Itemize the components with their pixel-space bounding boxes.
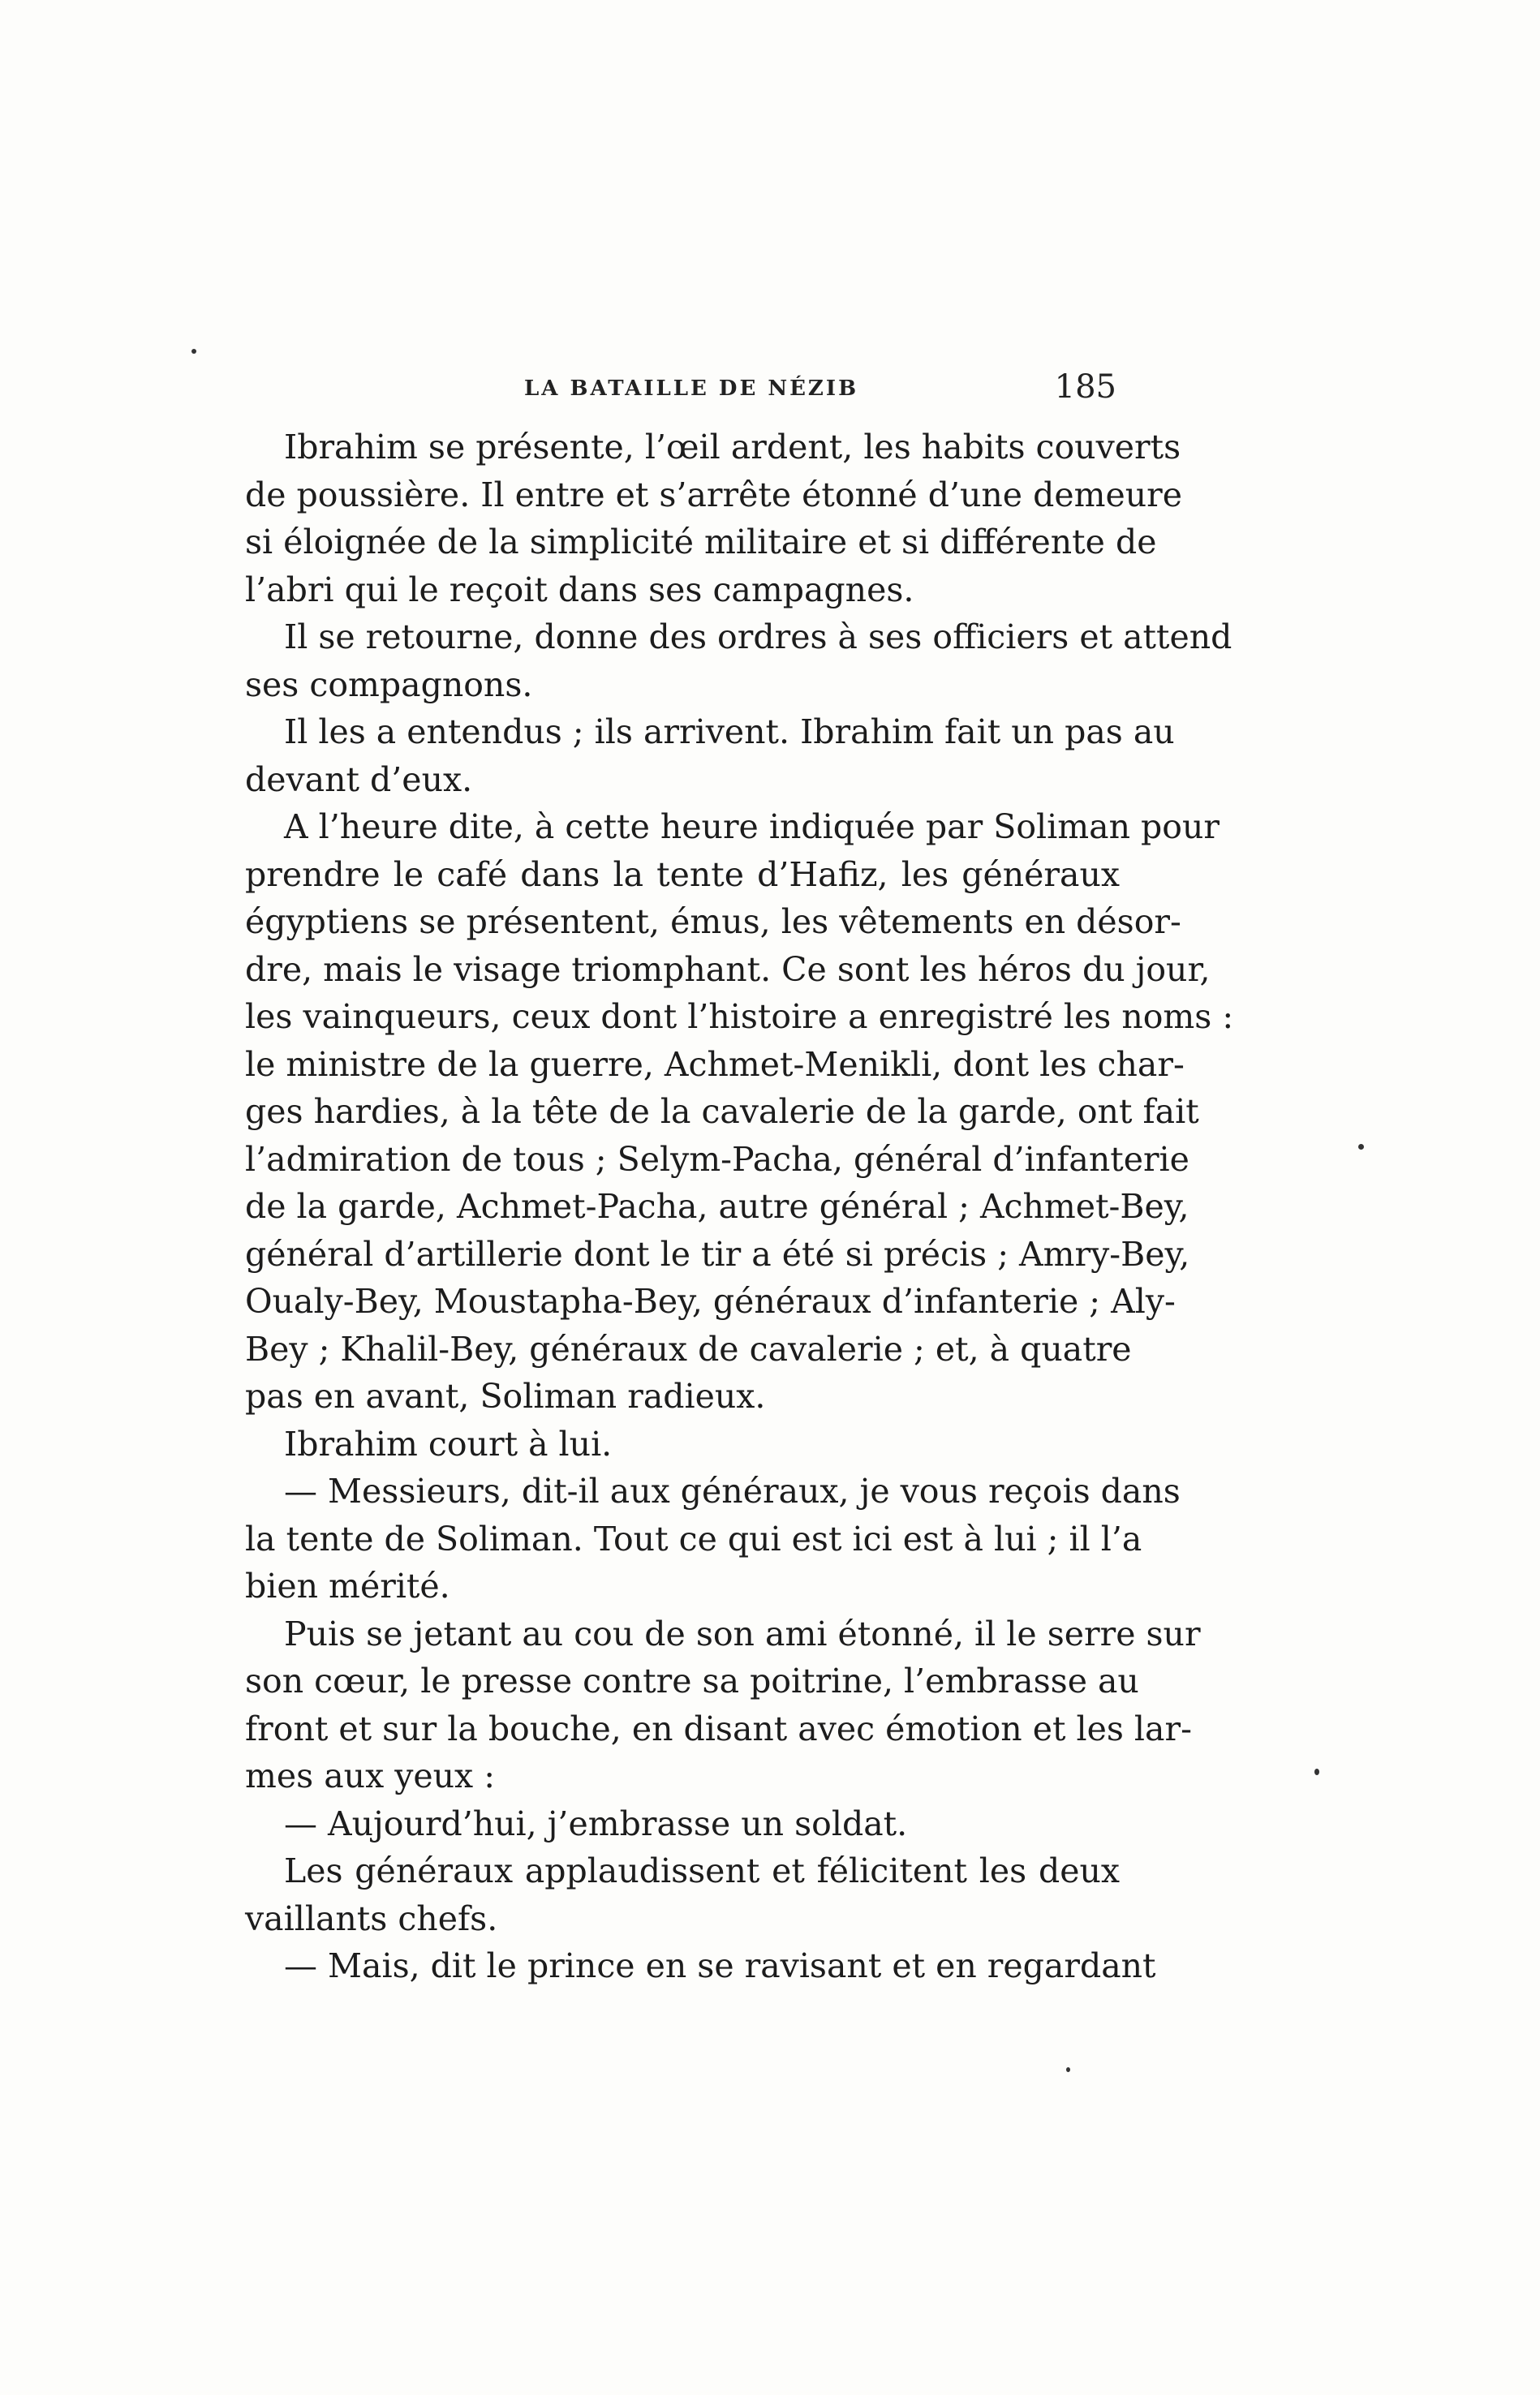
paragraph — [245, 803, 1234, 1421]
text-line: — Aujourd’hui, j’embrasse un soldat. — [284, 1804, 908, 1843]
page-number: 185 — [1054, 368, 1116, 406]
running-title: LA BATAILLE DE NÉZIB — [524, 376, 859, 401]
text-line: son cœur, le presse contre sa poitrine, l’embrasse au — [245, 1662, 1139, 1701]
scan-speck — [1314, 1769, 1319, 1775]
paragraph — [245, 1942, 1156, 1990]
text-line: l’abri qui le reçoit dans ses campagnes. — [245, 570, 914, 609]
text-line: — Mais, dit le prince en se ravisant et en regardant — [284, 1946, 1156, 1985]
text-line: prendre le café dans la tente d’Hafiz, les généraux — [245, 854, 1120, 894]
paragraph — [245, 613, 1232, 708]
page-header — [248, 367, 1125, 415]
text-line: Oualy-Bey, Moustapha-Bey, généraux d’infanterie ; Aly- — [245, 1282, 1176, 1321]
text-line: Bey ; Khalil-Bey, généraux de cavalerie ; et, à quatre — [245, 1329, 1132, 1369]
text-line: de poussière. Il entre et s’arrête étonné d’une demeure — [245, 475, 1183, 514]
text-line: ses compagnons. — [245, 664, 533, 704]
text-line: front et sur la bouche, en disant avec émotion et les lar- — [245, 1709, 1192, 1748]
text-line: Il les a entendus ; ils arrivent. Ibrahim fait un pas au — [284, 712, 1175, 751]
text-line: de la garde, Achmet-Pacha, autre général ; Achmet-Bey, — [245, 1187, 1189, 1226]
text-line: Ibrahim court à lui. — [284, 1424, 613, 1464]
text-line: dre, mais le visage triomphant. Ce sont les héros du jour, — [245, 949, 1211, 989]
text-line: pas en avant, Soliman radieux. — [245, 1377, 766, 1416]
scan-speck — [1066, 2067, 1070, 2072]
scan-speck — [191, 349, 196, 354]
text-line: la tente de Soliman. Tout ce qui est ici est à lui ; il l’a — [245, 1519, 1142, 1559]
paragraph — [245, 1610, 1201, 1800]
paragraph — [245, 424, 1183, 613]
text-line: les vainqueurs, ceux dont l’histoire a enregistré les noms : — [245, 997, 1234, 1036]
text-line: égyptiens se présentent, émus, les vêtements en désor- — [245, 902, 1181, 941]
paragraph — [245, 1847, 1120, 1942]
text-line: Les généraux applaudissent et félicitent les deux — [284, 1851, 1120, 1890]
text-line: vaillants chefs. — [245, 1898, 498, 1938]
text-line: si éloignée de la simplicité militaire et si différente de — [245, 522, 1157, 561]
paragraph — [245, 1800, 1120, 1848]
text-line: Il se retourne, donne des ordres à ses officiers et attend — [284, 617, 1232, 656]
text-line: le ministre de la guerre, Achmet-Menikli, dont les char- — [245, 1044, 1185, 1084]
text-line: A l’heure dite, à cette heure indiquée par Soliman pour — [284, 807, 1220, 846]
paragraph — [245, 708, 1175, 803]
text-line: mes aux yeux : — [245, 1756, 496, 1795]
text-line: — Messieurs, dit-il aux généraux, je vous reçois dans — [284, 1472, 1181, 1511]
text-line: général d’artillerie dont le tir a été si précis ; Amry-Bey, — [245, 1234, 1190, 1274]
text-line: Puis se jetant au cou de son ami étonné, il le serre sur — [284, 1614, 1201, 1653]
text-line: Ibrahim se présente, l’œil ardent, les habits couverts — [284, 428, 1181, 467]
scan-speck — [1358, 1144, 1364, 1150]
text-line: bien mérité. — [245, 1567, 450, 1606]
text-line: devant d’eux. — [245, 759, 473, 799]
paragraph — [245, 1421, 1120, 1468]
paragraph — [245, 1468, 1181, 1610]
text-line: ges hardies, à la tête de la cavalerie de la garde, ont fait — [245, 1092, 1199, 1131]
text-line: l’admiration de tous ; Selym-Pacha, général d’infanterie — [245, 1139, 1189, 1179]
body-text — [245, 424, 1234, 1990]
